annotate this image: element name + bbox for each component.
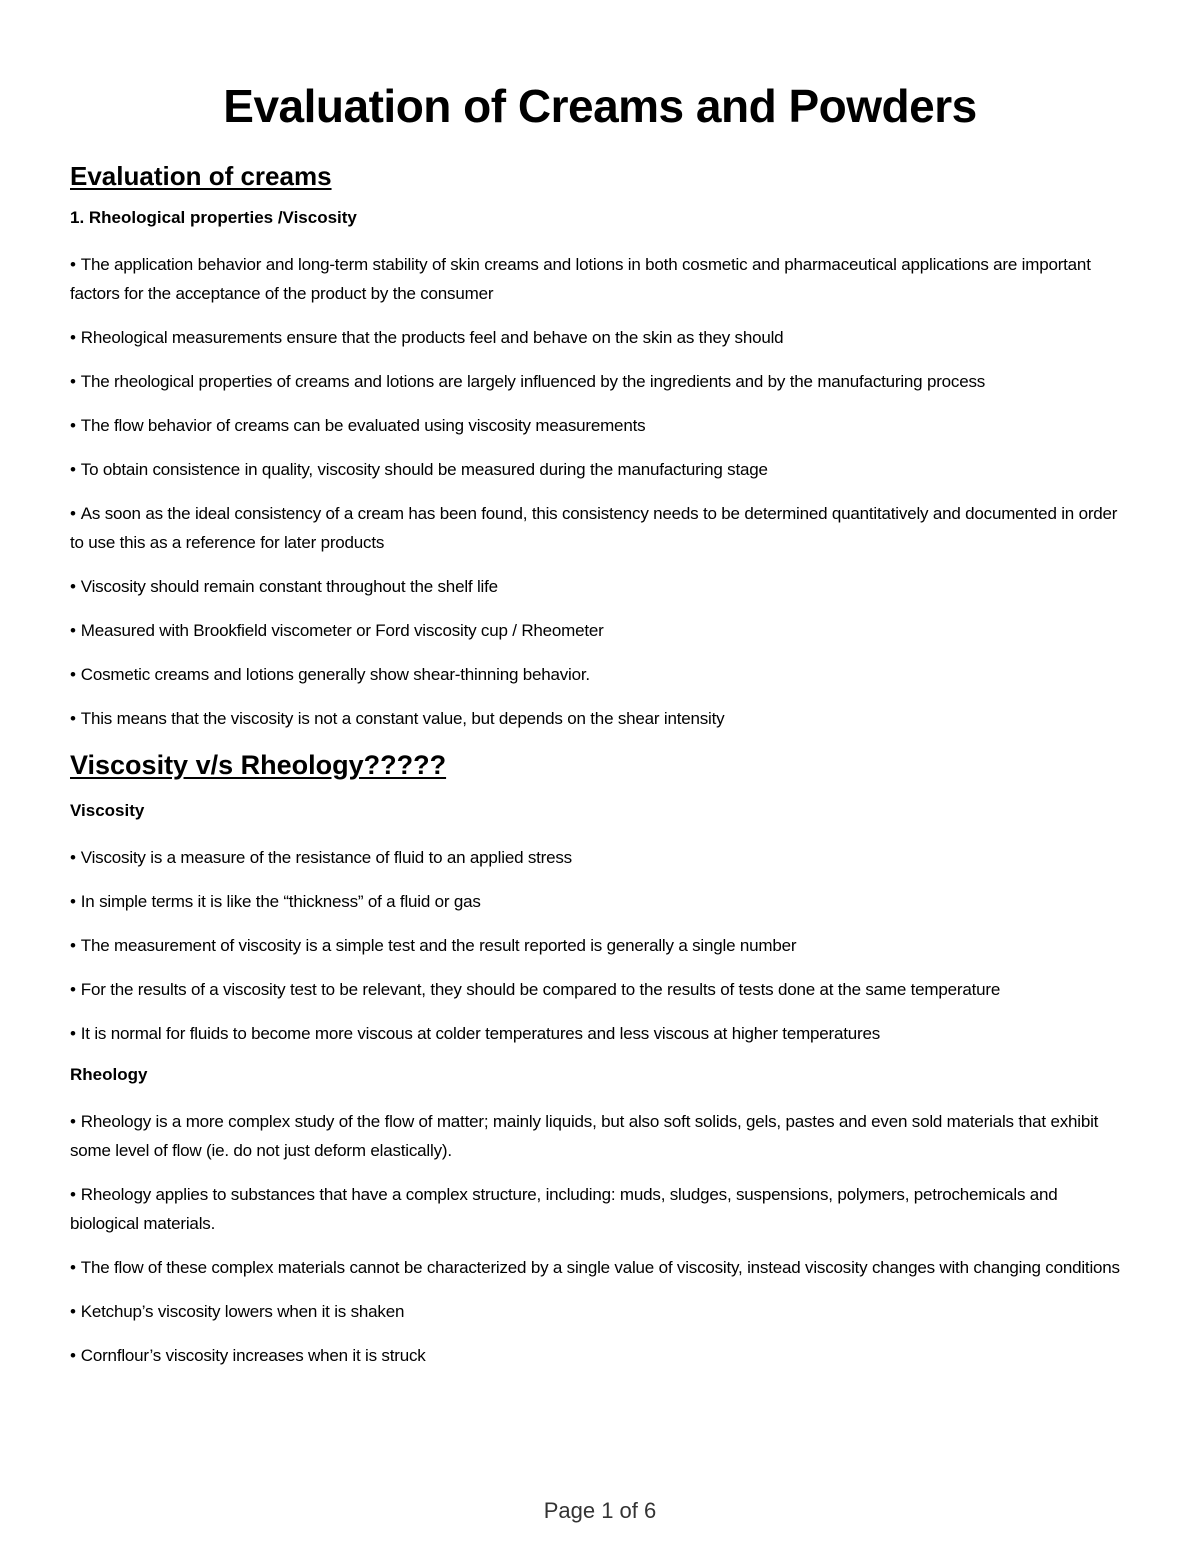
bullet-icon: • — [70, 1258, 76, 1277]
subheading-rheology: Rheology — [70, 1065, 148, 1084]
list-item — [70, 455, 1130, 484]
list-item-text: Viscosity is a measure of the resistance of fluid to an applied stress — [80, 848, 572, 867]
list-item — [70, 843, 1130, 872]
document-content — [70, 160, 1130, 1385]
bullet-icon: • — [70, 848, 76, 867]
subheading-viscosity: Viscosity — [70, 801, 145, 820]
list-item-text: Cornflour’s viscosity increases when it is struck — [80, 1346, 426, 1365]
section1-list — [70, 250, 1130, 733]
list-item-text: In simple terms it is like the “thickness” of a fluid or gas — [80, 892, 481, 911]
bullet-icon: • — [70, 1302, 76, 1321]
list-item-text: The measurement of viscosity is a simple test and the result reported is generally a single number — [80, 936, 797, 955]
list-item — [70, 367, 1130, 396]
list-item-text: The rheological properties of creams and lotions are largely influenced by the ingredients and by the manufacturing process — [80, 372, 986, 391]
list-item-text: To obtain consistence in quality, viscosity should be measured during the manufacturing stage — [80, 460, 768, 479]
list-item-text: It is normal for fluids to become more viscous at colder temperatures and less viscous at higher temperatures — [80, 1024, 881, 1043]
list-item — [70, 975, 1130, 1004]
list-item-text: Viscosity should remain constant throughout the shelf life — [80, 577, 498, 596]
list-item-text: Rheology is a more complex study of the flow of matter; mainly liquids, but also soft solids, gels, pastes and even sold materials that exhibit some level of flow (ie. do not just deform elastically). — [70, 1112, 1099, 1160]
rheology-list — [70, 1107, 1130, 1370]
list-item — [70, 616, 1130, 645]
list-item — [70, 1019, 1130, 1048]
list-item — [70, 1297, 1130, 1326]
list-item — [70, 704, 1130, 733]
list-item-text: Rheology applies to substances that have a complex structure, including: muds, sludges, suspensions, polymers, petrochemicals and biological materials. — [70, 1185, 1058, 1233]
page-number-footer: Page 1 of 6 — [543, 1498, 657, 1523]
bullet-icon: • — [70, 372, 76, 391]
bullet-icon: • — [70, 936, 76, 955]
list-item — [70, 499, 1130, 557]
list-item-text: Cosmetic creams and lotions generally show shear-thinning behavior. — [80, 665, 590, 684]
list-item-text: Rheological measurements ensure that the products feel and behave on the skin as they should — [80, 328, 784, 347]
bullet-icon: • — [70, 328, 76, 347]
list-item — [70, 250, 1130, 308]
list-item — [70, 1253, 1130, 1282]
bullet-icon: • — [70, 255, 76, 274]
list-item-text: For the results of a viscosity test to be relevant, they should be compared to the results of tests done at the same temperature — [80, 980, 1001, 999]
viscosity-list — [70, 843, 1130, 1048]
section-heading-viscosity-vs-rheology: Viscosity v/s Rheology????? — [70, 750, 447, 780]
subheading-rheological-properties: 1. Rheological properties /Viscosity — [70, 208, 357, 227]
bullet-icon: • — [70, 621, 76, 640]
bullet-icon: • — [70, 709, 76, 728]
list-item — [70, 1107, 1130, 1165]
list-item-text: The flow behavior of creams can be evaluated using viscosity measurements — [80, 416, 646, 435]
list-item — [70, 323, 1130, 352]
bullet-icon: • — [70, 577, 76, 596]
list-item-text: Ketchup’s viscosity lowers when it is shaken — [80, 1302, 405, 1321]
list-item — [70, 660, 1130, 689]
bullet-icon: • — [70, 892, 76, 911]
list-item-text: Measured with Brookfield viscometer or Ford viscosity cup / Rheometer — [80, 621, 604, 640]
bullet-icon: • — [70, 980, 76, 999]
section-heading-evaluation-of-creams: Evaluation of creams — [70, 161, 332, 191]
list-item — [70, 931, 1130, 960]
list-item — [70, 572, 1130, 601]
bullet-icon: • — [70, 1346, 76, 1365]
list-item-text: The application behavior and long-term stability of skin creams and lotions in both cosmetic and pharmaceutical applications are important factors for the acceptance of the product by the consumer — [70, 255, 1091, 303]
bullet-icon: • — [70, 665, 76, 684]
list-item-text: The flow of these complex materials cannot be characterized by a single value of viscosity, instead viscosity changes with changing conditions — [80, 1258, 1120, 1277]
bullet-icon: • — [70, 460, 76, 479]
document-title: Evaluation of Creams and Powders — [223, 80, 977, 132]
list-item-text: As soon as the ideal consistency of a cream has been found, this consistency needs to be determined quantitatively and documented in order to use this as a reference for later products — [70, 504, 1118, 552]
bullet-icon: • — [70, 1112, 76, 1131]
list-item-text: This means that the viscosity is not a constant value, but depends on the shear intensity — [80, 709, 725, 728]
bullet-icon: • — [70, 1024, 76, 1043]
list-item — [70, 887, 1130, 916]
list-item — [70, 411, 1130, 440]
bullet-icon: • — [70, 416, 76, 435]
bullet-icon: • — [70, 1185, 76, 1204]
bullet-icon: • — [70, 504, 76, 523]
list-item — [70, 1180, 1130, 1238]
list-item — [70, 1341, 1130, 1370]
